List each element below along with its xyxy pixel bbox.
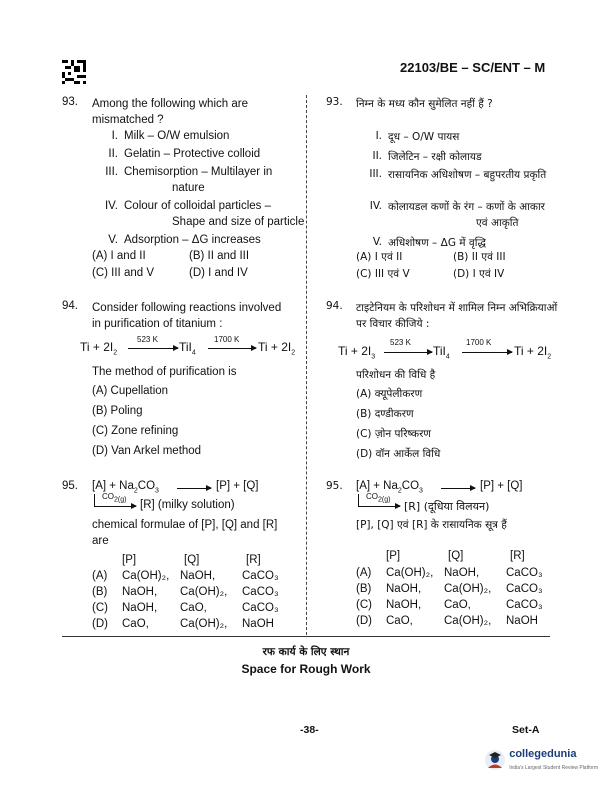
option-d[interactable]: (D) I एवं IV	[453, 268, 505, 280]
formula-cell: CaCO₃	[242, 570, 279, 582]
option-label[interactable]: (D)	[92, 618, 108, 630]
rough-work-english: Space for Rough Work	[241, 662, 371, 676]
formula-cell: Ca(OH)₂,	[122, 570, 170, 582]
product-r: [R] (milky solution)	[140, 499, 235, 511]
question-number: 93.	[62, 96, 78, 108]
question-number: 95.	[62, 480, 78, 492]
formula-cell: NaOH,	[122, 586, 158, 598]
col-header: [Q]	[184, 554, 200, 566]
option-c[interactable]: (C) III and V	[92, 267, 154, 279]
formula-cell: CaO,	[180, 602, 207, 614]
option-a[interactable]: (A) Cupellation	[92, 385, 169, 397]
paper-code: 22103/BE – SC/ENT – M	[400, 60, 546, 75]
option-label[interactable]: (D)	[356, 615, 372, 627]
item-text: रासायनिक अधिशोषण – बहुपरतीय प्रकृति	[388, 169, 547, 181]
product-r: [R] (दूधिया विलयन)	[404, 500, 490, 513]
option-label[interactable]: (B)	[92, 586, 108, 598]
option-a[interactable]: (A) I एवं II	[356, 251, 403, 263]
col-header: [P]	[386, 550, 401, 562]
formula-cell: CaO,	[122, 618, 149, 630]
question-number: 94.	[326, 300, 343, 312]
formula-cell: NaOH,	[180, 570, 216, 582]
question-number: 93.	[326, 96, 343, 108]
question-stem: Among the following which are	[92, 98, 248, 110]
formula-cell: NaOH,	[386, 583, 422, 595]
qr-code	[62, 60, 86, 84]
formula-cell: CaCO₃	[242, 586, 279, 598]
item-numeral: I.	[375, 130, 382, 142]
formula-cell: Ca(OH)₂,	[386, 567, 434, 579]
item-numeral: V.	[108, 234, 118, 246]
option-c[interactable]: (C) III एवं V	[356, 268, 410, 280]
option-c[interactable]: (C) Zone refining	[92, 425, 179, 437]
reaction-equation: $[A] + Na_2CO_3$	[356, 480, 423, 495]
question-stem: टाइटेनियम के परिशोधन में शामिल निम्न अभिक्रियाओं	[356, 302, 558, 314]
item-numeral: III.	[105, 166, 118, 178]
graduate-icon	[484, 749, 506, 771]
item-text: एवं आकृति	[476, 217, 519, 229]
col-header: [R]	[510, 550, 525, 562]
col-header: [P]	[122, 554, 137, 566]
formula-cell: Ca(OH)₂,	[180, 618, 228, 630]
item-numeral: V.	[372, 236, 382, 248]
item-text: Shape and size of particle	[172, 216, 305, 228]
item-numeral: IV.	[104, 200, 118, 212]
option-b[interactable]: (B) II एवं III	[453, 251, 506, 263]
option-label[interactable]: (B)	[356, 583, 372, 595]
item-numeral: II.	[108, 148, 118, 160]
option-d[interactable]: (D) Van Arkel method	[92, 445, 202, 457]
formula-cell: Ca(OH)₂,	[444, 583, 492, 595]
item-text: nature	[172, 182, 205, 194]
rough-work-hindi: रफ कार्य के लिए स्थान	[262, 646, 350, 658]
item-text: Gelatin – Protective colloid	[124, 148, 261, 160]
set-label: Set-A	[512, 724, 540, 736]
formula-cell: NaOH	[506, 615, 538, 627]
formula-cell: CaCO₃	[242, 602, 279, 614]
formula-cell: NaOH,	[444, 567, 480, 579]
footer-rule	[62, 636, 550, 637]
question-stem: Consider following reactions involved	[92, 302, 282, 314]
item-numeral: IV.	[369, 200, 382, 212]
method-text: The method of purification is	[92, 366, 237, 378]
question-number: 95.	[326, 480, 343, 492]
item-text: Chemisorption – Multilayer in	[124, 166, 273, 178]
formula-cell: Ca(OH)₂,	[444, 615, 492, 627]
formula-cell: CaO,	[444, 599, 471, 611]
item-numeral: I.	[111, 130, 118, 142]
item-text: कोलायडल कणों के रंग – कणों के आकार	[388, 201, 545, 213]
formula-cell: CaCO₃	[506, 599, 543, 611]
page-number: -38-	[300, 724, 319, 736]
formula-cell: CaO,	[386, 615, 413, 627]
question-stem: chemical formulae of [P], [Q] and [R]	[92, 519, 278, 531]
collegedunia-logo	[484, 748, 598, 772]
reaction-equation: $[A] + Na_2CO_3$	[92, 480, 159, 495]
question-stem: निम्न के मध्य कौन सुमेलित नहीं हैं ?	[356, 98, 493, 110]
method-text: परिशोधन की विधि है	[356, 369, 436, 381]
item-text: दूध – O/W पायस	[388, 131, 460, 143]
item-text: Adsorption – ΔG increases	[124, 234, 261, 246]
logo-text: collegedunia	[509, 748, 577, 760]
item-text: अधिशोषण – ΔG में वृद्धि	[388, 237, 486, 249]
option-d[interactable]: (D) I and IV	[189, 267, 248, 279]
formula-cell: CaCO₃	[506, 583, 543, 595]
item-text: Milk – O/W emulsion	[124, 130, 230, 142]
option-label[interactable]: (C)	[356, 599, 372, 611]
formula-cell: NaOH,	[386, 599, 422, 611]
option-b[interactable]: (B) Poling	[92, 405, 143, 417]
question-stem: [P], [Q] एवं [R] के रासायनिक सूत्र हैं	[356, 519, 507, 531]
formula-cell: NaOH,	[122, 602, 158, 614]
question-number: 94.	[62, 300, 78, 312]
col-header: [Q]	[448, 550, 464, 562]
item-text: Colour of colloidal particles –	[124, 200, 272, 212]
column-divider	[306, 95, 307, 635]
question-stem: पर विचार कीजिये :	[356, 318, 430, 330]
item-numeral: II.	[372, 150, 382, 162]
logo-tagline: India's Largest Student Review Platform	[509, 765, 598, 771]
option-d[interactable]: (D) वॉन आर्केल विधि	[356, 448, 441, 460]
col-header: [R]	[246, 554, 261, 566]
option-label[interactable]: (A)	[356, 567, 372, 579]
item-text: जिलेटिन – रक्षी कोलायड	[388, 151, 482, 163]
option-label[interactable]: (A)	[92, 570, 108, 582]
option-b[interactable]: (B) II and III	[189, 250, 250, 262]
option-label[interactable]: (C)	[92, 602, 108, 614]
option-b[interactable]: (B) दण्डीकरण	[356, 408, 414, 420]
option-c[interactable]: (C) ज़ोन परिष्करण	[356, 428, 431, 440]
question-stem: in purification of titanium :	[92, 318, 223, 330]
item-numeral: III.	[369, 168, 382, 180]
formula-cell: Ca(OH)₂,	[180, 586, 228, 598]
formula-cell: NaOH	[242, 618, 274, 630]
option-a[interactable]: (A) I and II	[92, 250, 146, 262]
option-a[interactable]: (A) क्यूपेलीकरण	[356, 388, 423, 400]
formula-cell: CaCO₃	[506, 567, 543, 579]
question-stem: mismatched ?	[92, 114, 164, 126]
question-stem: are	[92, 535, 109, 547]
